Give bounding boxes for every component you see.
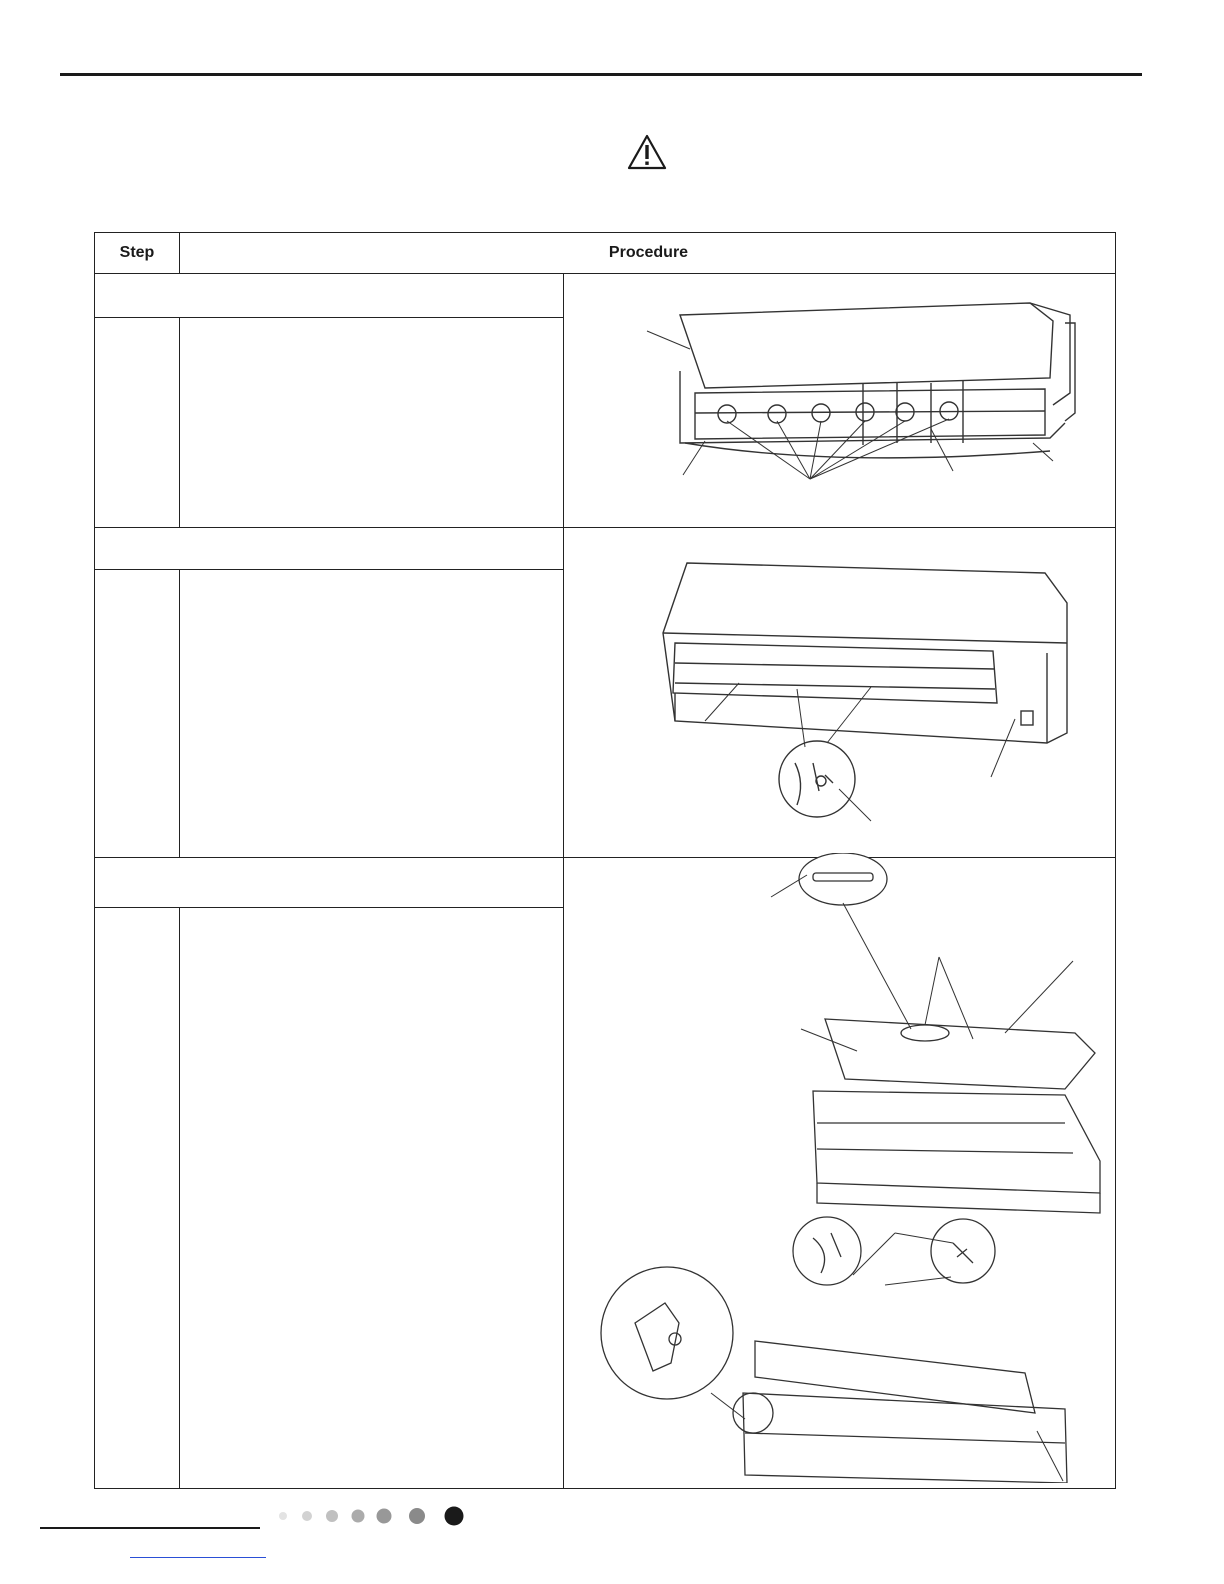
page-dot-active: [445, 1507, 464, 1526]
header-rule: [60, 73, 1142, 76]
header-divider: [179, 233, 180, 273]
page-dot: [377, 1509, 392, 1524]
row3-title-rule: [95, 907, 563, 908]
row1-step-divider: [179, 317, 180, 527]
row2-title-rule: [95, 569, 563, 570]
text-figure-divider: [563, 273, 564, 1489]
page-dot: [352, 1510, 365, 1523]
footer-rule: [40, 1527, 260, 1529]
row3-step-divider: [179, 907, 180, 1489]
row1-bottom-rule: [95, 527, 1115, 528]
footer-link-underline[interactable]: [130, 1557, 266, 1558]
step-column-header: Step: [119, 244, 155, 261]
header-bottom-rule: [95, 273, 1115, 274]
figure-remove-clips: [635, 543, 1095, 833]
figure-open-panel: [635, 293, 1095, 513]
page-dot: [279, 1512, 287, 1520]
warning-icon: [627, 134, 667, 170]
procedure-table: [94, 232, 1116, 1489]
row2-step-divider: [179, 569, 180, 857]
page-dot: [302, 1511, 312, 1521]
procedure-column-header: Procedure: [608, 244, 689, 261]
page-dot: [326, 1510, 338, 1522]
figure-panel-axis: [595, 853, 1105, 1483]
row1-title-rule: [95, 317, 563, 318]
page-dot: [409, 1508, 425, 1524]
page-indicator: [276, 1504, 476, 1528]
